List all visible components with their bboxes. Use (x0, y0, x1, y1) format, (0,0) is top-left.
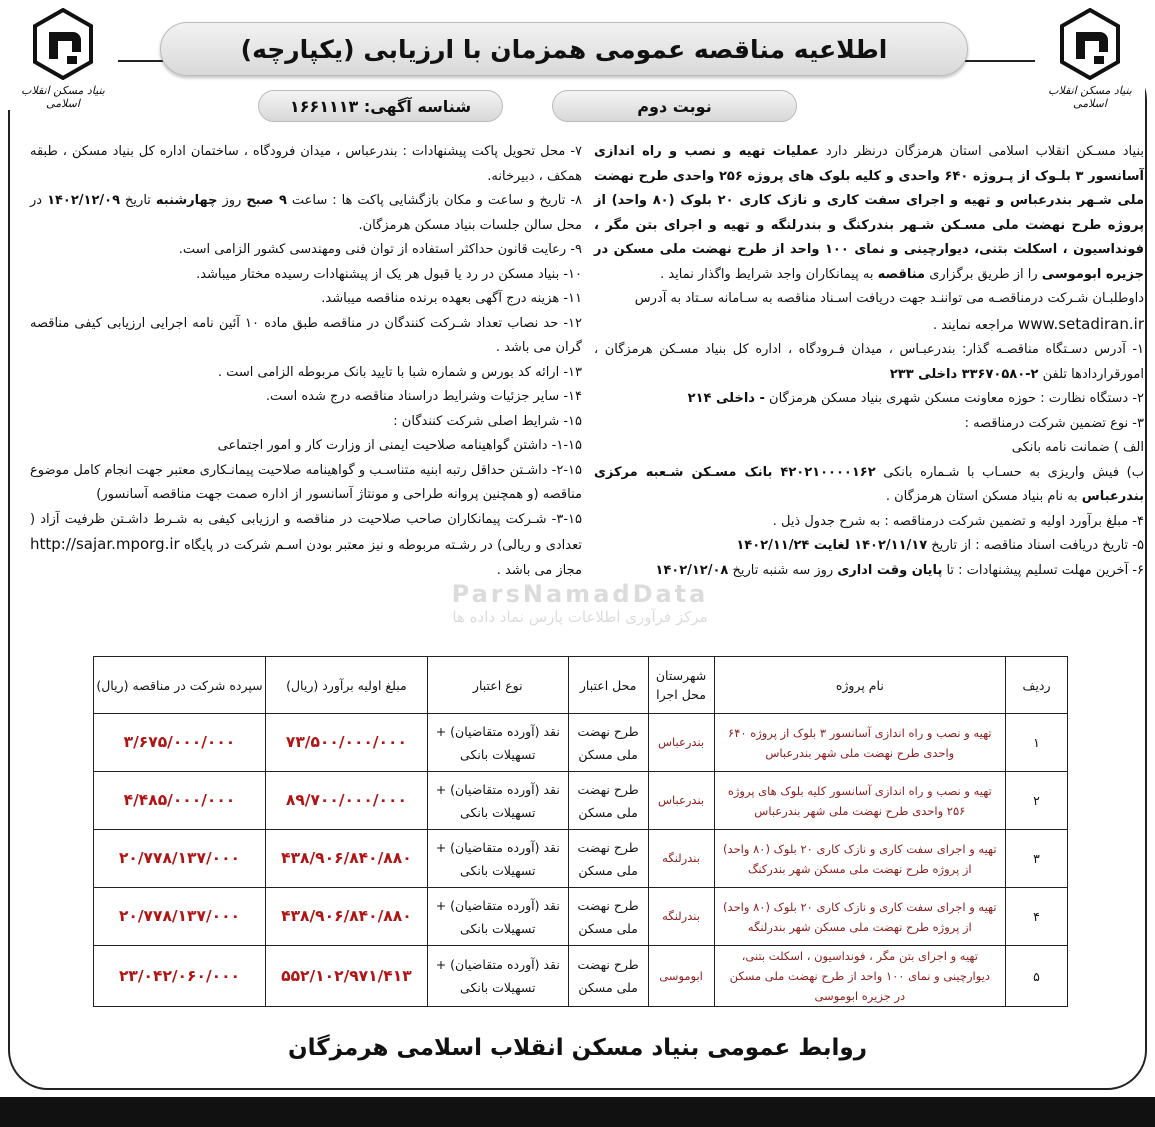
item-10: ۱۰- بنیاد مسکن در رد یا قبول هر یک از پیشنهادات رسیده مختار میباشد. (196, 266, 582, 282)
item-5-dates: ۱۴۰۲/۱۱/۱۷ لغایت ۱۴۰۲/۱۱/۲۴ (736, 538, 928, 553)
logo-caption: بنیاد مسکن انقلاب اسلامی (21, 84, 105, 110)
cell-credit-type: نقد (آورده متقاضیان) + تسهیلات بانکی (427, 714, 568, 772)
item-15-2: ۲-۱۵- داشـتن حداقل رتبه ابنیه متناسـب و گواهینامه صلاحیت پیمانـکاری معتبر جهت انجام کامل موضوع مناقصه (و همچنین پروانه طراحی و مونتاژ آسانسور از اداره صمت جهت مناقصه آسانسور) (30, 462, 582, 502)
item-9: ۹- رعایت قانون حداکثر استفاده از توان فنی ومهندسی کشور الزامی است. (178, 242, 582, 257)
item-8-date: ۱۴۰۲/۱۲/۰۹ (47, 193, 121, 208)
cell-credit-place: طرح نهضت ملی مسکن (568, 772, 648, 830)
cell-project-name: تهیه و اجرای سفت کاری و نازک کاری ۲۰ بلوک (۸۰ واحد) از پروژه طرح نهضت ملی مسکن شهر بندرکنگ (714, 830, 1006, 888)
bottom-bar (0, 1097, 1155, 1127)
item-3-b-account: ۴۲۰۲۱۰۰۰۰۱۶۲ بانک مسـکن شـعبه مرکزی بندرعباس (594, 464, 1144, 504)
cell-city: بندرعباس (648, 772, 714, 830)
logo-left (8, 8, 118, 110)
cell-estimate: ۴۳۸/۹۰۶/۸۴۰/۸۸۰ (265, 830, 427, 888)
header-estimate: مبلغ اولیه برآورد (ریال) (265, 657, 427, 714)
cell-deposit: ۲۰/۷۷۸/۱۳۷/۰۰۰ (94, 888, 266, 946)
item-3-a: الف ) ضمانت نامه بانکی (1011, 440, 1144, 455)
page-title: اطلاعیه مناقصه عمومی همزمان با ارزیابی (یکپارچه) (240, 34, 888, 64)
setad-text-end: مراجعه نمایند . (933, 317, 1019, 333)
intro-tender-word: مناقصه (877, 266, 926, 282)
cell-project-name: تهیه و نصب و راه اندازی آسانسور کلیه بلوک های پروژه ۲۵۶ واحدی طرح نهضت ملی شهر بندرعباس (714, 772, 1006, 830)
cell-row-no: ۱ (1006, 714, 1068, 772)
item-2-ext: - داخلی ۲۱۴ (687, 391, 765, 406)
cell-project-name: تهیه و اجرای بتن مگر ، فونداسیون ، اسکلت بتنی، دیوارچینی و نمای ۱۰۰ واحد از طرح نهضت ملی مسکن در جزیره ابوموسی (714, 946, 1006, 1007)
cell-credit-type: نقد (آورده متقاضیان) + تسهیلات بانکی (427, 772, 568, 830)
cell-project-name: تهیه و اجرای سفت کاری و نازک کاری ۲۰ بلوک (۸۰ واحد) از پروژه طرح نهضت ملی مسکن شهر بندرلنگه (714, 888, 1006, 946)
cell-estimate: ۵۵۲/۱۰۲/۹۷۱/۴۱۳ (265, 946, 427, 1007)
item-8-text: ۸- تاریخ و ساعت و مکان بازگشایی پاکت ها : ساعت (286, 193, 582, 208)
item-8-text-3: تاریخ (120, 193, 156, 208)
item-12: ۱۲- حد نصاب تعداد شـرکت کنندگان در مناقصه طبق ماده ۱۰ آئین نامه اجرایی ارزیابی کیفی مناقصه گران می باشد . (30, 315, 582, 355)
right-column (594, 140, 1144, 583)
cell-estimate: ۸۹/۷۰۰/۰۰۰/۰۰۰ (265, 772, 427, 830)
item-3-b-end: به نام بنیاد مسکن استان هرمزگان . (885, 489, 1082, 504)
header-credit-place: محل اعتبار (568, 657, 648, 714)
title-banner (160, 22, 968, 76)
watermark-text: مرکز فرآوری اطلاعات پارس نماد داده ها (452, 608, 708, 626)
item-5-text: ۵- تاریخ دریافت اسناد مناقصه : از تاریخ (927, 538, 1144, 553)
header-credit-type: نوع اعتبار (427, 657, 568, 714)
item-5 (594, 534, 1144, 559)
setad-url-link[interactable]: www.setadiran.ir (1018, 314, 1144, 333)
setad-text: داوطلبـان شـرکت درمناقصـه می تواننـد جهت دریافت اسـناد مناقصه به سـامانه سـتاد به آدرس (634, 291, 1144, 306)
item-2-text: ۲- دستگاه نظارت : حوزه معاونت مسکن شهری بنیاد مسکن هرمزگان (764, 391, 1144, 406)
item-14: ۱۴- سایر جزئیات وشرایط دراسناد مناقصه درج شده است. (265, 389, 582, 404)
logo-right (1035, 8, 1145, 110)
item-6 (594, 559, 1144, 584)
item-1 (594, 338, 1144, 387)
cell-deposit: ۲۳/۰۴۲/۰۶۰/۰۰۰ (94, 946, 266, 1007)
ad-id-badge: شناسه آگهی: ۱۶۶۱۱۱۳ (258, 90, 503, 122)
item-8-text-2: روز (217, 193, 247, 208)
cell-row-no: ۴ (1006, 888, 1068, 946)
footer-signature: روابط عمومی بنیاد مسکن انقلاب اسلامی هرمزگان (288, 1035, 867, 1061)
bonyad-maskan-logo-icon (1058, 8, 1122, 80)
item-6-date: ۱۴۰۲/۱۲/۰۸ (655, 562, 729, 578)
item-4: ۴- مبلغ برآورد اولیه و تضمین شرکت درمناقصه : به شرح جدول ذیل . (772, 513, 1144, 529)
item-6-text-mid: روز سه شنبه تاریخ (728, 562, 838, 578)
cell-row-no: ۵ (1006, 946, 1068, 1007)
cell-credit-place: طرح نهضت ملی مسکن (568, 714, 648, 772)
cell-city: بندرلنگه (648, 830, 714, 888)
table-row (94, 946, 1068, 1007)
item-8-text-4: در محل سالن جلسات بنیاد مسکن هرمزگان. (30, 193, 582, 233)
cell-city: بندرلنگه (648, 888, 714, 946)
intro-subject: عملیات تهیه و نصب و راه اندازی آسانسور ۳ بلـوک از پـروژه ۶۴۰ واحدی و کلیه بلوک های پروژه ۲۵۶ واحدی طرح نهضت ملی شـهر بندرعباس و تهیه و اجرای سفت کاری و نازک کاری ۲۰ بلوک (۸۰ واحد) از پروژه طرح نهضت ملی مسـکن شـهر بندرکنگ و بندرلنگه و تهیه و اجرای بتن مگر ، فونداسیون ، اسکلت بتنی، دیوارچینی و نمای ۱۰۰ واحد از طرح نهضت ملی مسکن در جزیره ابوموسی (594, 144, 1144, 282)
cell-deposit: ۳/۶۷۵/۰۰۰/۰۰۰ (94, 714, 266, 772)
round-badge: نوبت دوم (552, 90, 797, 122)
item-15-3-text: ۳-۱۵- شـرکت پیمانکاران صاحب صلاحیت در مناقصه و ارزیابی کیفی به شـرط داشـتن ظرفیت آزاد ( تعدادی و ریالی) در رشـته مربوطه و نیز معتبر بودن اسـم شرکت در پایگاه (30, 511, 582, 553)
item-15-3-end: مجاز می باشد . (496, 562, 582, 578)
left-column (30, 140, 582, 583)
item-15-3 (30, 508, 582, 584)
projects-table (93, 656, 1068, 1007)
setad-paragraph (594, 287, 1144, 338)
item-1-text: ۱- آدرس دسـتگاه مناقصـه گذار: بندرعبـاس ، میدان فـرودگاه ، اداره کل بنیاد مسـکن هرمزگان ، امورقراردادها تلفن (594, 342, 1144, 382)
item-15: ۱۵- شرایط اصلی شرکت کنندگان : (393, 413, 582, 429)
item-8 (30, 189, 582, 238)
cell-credit-place: طرح نهضت ملی مسکن (568, 830, 648, 888)
cell-deposit: ۲۰/۷۷۸/۱۳۷/۰۰۰ (94, 830, 266, 888)
item-11: ۱۱- هزینه درج آگهی بعهده برنده مناقصه میباشد. (321, 291, 582, 306)
cell-city: ابوموسی (648, 946, 714, 1007)
cell-row-no: ۲ (1006, 772, 1068, 830)
item-3-b-text: ب) فیش واریزی به حسـاب با شـماره بانکی (875, 464, 1144, 480)
item-15-1: ۱-۱۵- داشتن گواهینامه صلاحیت ایمنی از وزارت کار و امور اجتماعی (217, 438, 582, 453)
bonyad-maskan-logo-icon (31, 8, 95, 80)
item-6-deadline: پایان وقت اداری (837, 562, 943, 578)
item-3: ۳- نوع تضمین شرکت درمناقصه : (964, 415, 1144, 431)
item-6-text: ۶- آخرین مهلت تسلیم پیشنهادات : تا (942, 562, 1144, 578)
cell-estimate: ۴۳۸/۹۰۶/۸۴۰/۸۸۰ (265, 888, 427, 946)
table-row (94, 830, 1068, 888)
logo-caption: بنیاد مسکن انقلاب اسلامی (1048, 84, 1132, 110)
header-city: شهرستان محل اجرا (648, 657, 714, 714)
item-13: ۱۳- ارائه کد بورس و شماره شبا با تایید بانک مربوطه الزامی است . (217, 364, 582, 380)
cell-project-name: تهیه و نصب و راه اندازی آسانسور ۳ بلوک از پروژه ۶۴۰ واحدی طرح نهضت ملی شهر بندرعباس (714, 714, 1006, 772)
cell-credit-place: طرح نهضت ملی مسکن (568, 888, 648, 946)
cell-credit-place: طرح نهضت ملی مسکن (568, 946, 648, 1007)
intro-text: به پیمانکاران واجد شرایط واگذار نماید . (660, 266, 878, 282)
item-7: ۷- محل تحویل پاکت پیشنهادات : بندرعباس ، میدان فرودگاه ، ساختمان اداره کل بنیاد مسکن ، طبقه همکف ، دبیرخانه. (30, 144, 582, 184)
table-row (94, 888, 1068, 946)
cell-city: بندرعباس (648, 714, 714, 772)
table-header-row (94, 657, 1068, 714)
watermark-brand: ParsNamadData (451, 580, 709, 608)
cell-credit-type: نقد (آورده متقاضیان) + تسهیلات بانکی (427, 888, 568, 946)
intro-text: را از طریق برگزاری (925, 266, 1042, 282)
item-1-phone: ۲-۳۳۶۷۰۵۸۰ داخلی ۲۳۳ (889, 366, 1039, 382)
item-8-day: چهارشنبه (155, 193, 218, 208)
sajar-url-link[interactable]: http://sajar.mporg.ir (30, 535, 180, 553)
cell-deposit: ۴/۴۸۵/۰۰۰/۰۰۰ (94, 772, 266, 830)
cell-row-no: ۳ (1006, 830, 1068, 888)
item-2 (594, 387, 1144, 412)
header-deposit: سپرده شرکت در مناقصه (ریال) (94, 657, 266, 714)
table-row (94, 714, 1068, 772)
cell-credit-type: نقد (آورده متقاضیان) + تسهیلات بانکی (427, 946, 568, 1007)
item-3-b (594, 461, 1144, 510)
header-row-no: ردیف (1006, 657, 1068, 714)
header-project-name: نام پروژه (714, 657, 1006, 714)
cell-estimate: ۷۳/۵۰۰/۰۰۰/۰۰۰ (265, 714, 427, 772)
intro-text: بنیاد مسـکن انقلاب اسلامی استان هرمزگان درنظر دارد (818, 144, 1144, 159)
item-8-time: ۹ صبح (246, 193, 287, 208)
table-row (94, 772, 1068, 830)
intro-paragraph (594, 140, 1144, 287)
cell-credit-type: نقد (آورده متقاضیان) + تسهیلات بانکی (427, 830, 568, 888)
